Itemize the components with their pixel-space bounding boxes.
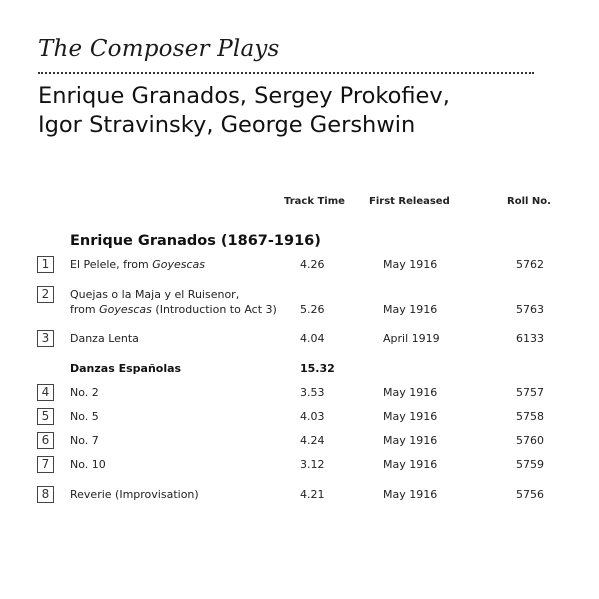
track-released: May 1916	[383, 434, 438, 447]
track-roll: 5759	[516, 458, 544, 471]
track-released: May 1916	[383, 458, 438, 471]
track-number: 7	[37, 456, 54, 473]
track-title: No. 2	[70, 386, 99, 399]
series-title: The Composer Plays	[38, 36, 280, 62]
track-number: 2	[37, 286, 54, 303]
track-time: 4.03	[300, 410, 325, 423]
track-title: No. 7	[70, 434, 99, 447]
track-title-italic: Goyescas	[152, 258, 206, 271]
track-released: April 1919	[383, 332, 440, 345]
track-roll: 5760	[516, 434, 544, 447]
track-released: May 1916	[383, 303, 438, 316]
track-time: 5.26	[300, 303, 325, 316]
track-title-text: Quejas o la Maja y el Ruisenor,	[70, 288, 240, 301]
track-title: Reverie (Improvisation)	[70, 488, 199, 501]
track-title	[70, 287, 277, 317]
track-number: 1	[37, 256, 54, 273]
track-time: 3.53	[300, 386, 325, 399]
track-roll: 5762	[516, 258, 544, 271]
track-roll: 6133	[516, 332, 544, 345]
track-roll: 5763	[516, 303, 544, 316]
track-number: 8	[37, 486, 54, 503]
composers-line-1: Enrique Granados, Sergey Prokofiev,	[38, 83, 450, 109]
track-time: 4.26	[300, 258, 325, 271]
subgroup-time: 15.32	[300, 362, 335, 375]
track-number: 4	[37, 384, 54, 401]
col-roll-no: Roll No.	[507, 196, 551, 207]
track-time: 4.21	[300, 488, 325, 501]
track-title-italic: Goyescas	[99, 303, 152, 316]
track-time: 4.04	[300, 332, 325, 345]
track-title-text: El Pelele, from	[70, 258, 153, 271]
track-released: May 1916	[383, 410, 438, 423]
col-first-released: First Released	[369, 196, 450, 207]
track-number: 6	[37, 432, 54, 449]
track-released: May 1916	[383, 488, 438, 501]
track-title: No. 5	[70, 410, 99, 423]
section-heading: Enrique Granados (1867-1916)	[70, 233, 321, 249]
subgroup-heading: Danzas Españolas	[70, 362, 182, 375]
track-title-text: (Introduction to Act 3)	[151, 303, 277, 316]
track-roll: 5756	[516, 488, 544, 501]
track-time: 3.12	[300, 458, 325, 471]
track-number: 5	[37, 408, 54, 425]
composers-heading	[38, 82, 450, 140]
track-roll: 5757	[516, 386, 544, 399]
composers-line-2: Igor Stravinsky, George Gershwin	[38, 112, 416, 138]
track-number: 3	[37, 330, 54, 347]
track-title: No. 10	[70, 458, 106, 471]
col-track-time: Track Time	[284, 196, 345, 207]
track-released: May 1916	[383, 386, 438, 399]
track-roll: 5758	[516, 410, 544, 423]
track-title: Danza Lenta	[70, 332, 139, 345]
track-title	[70, 257, 205, 272]
track-title-text: from	[70, 303, 100, 316]
track-time: 4.24	[300, 434, 325, 447]
dotted-divider	[38, 72, 534, 74]
track-released: May 1916	[383, 258, 438, 271]
